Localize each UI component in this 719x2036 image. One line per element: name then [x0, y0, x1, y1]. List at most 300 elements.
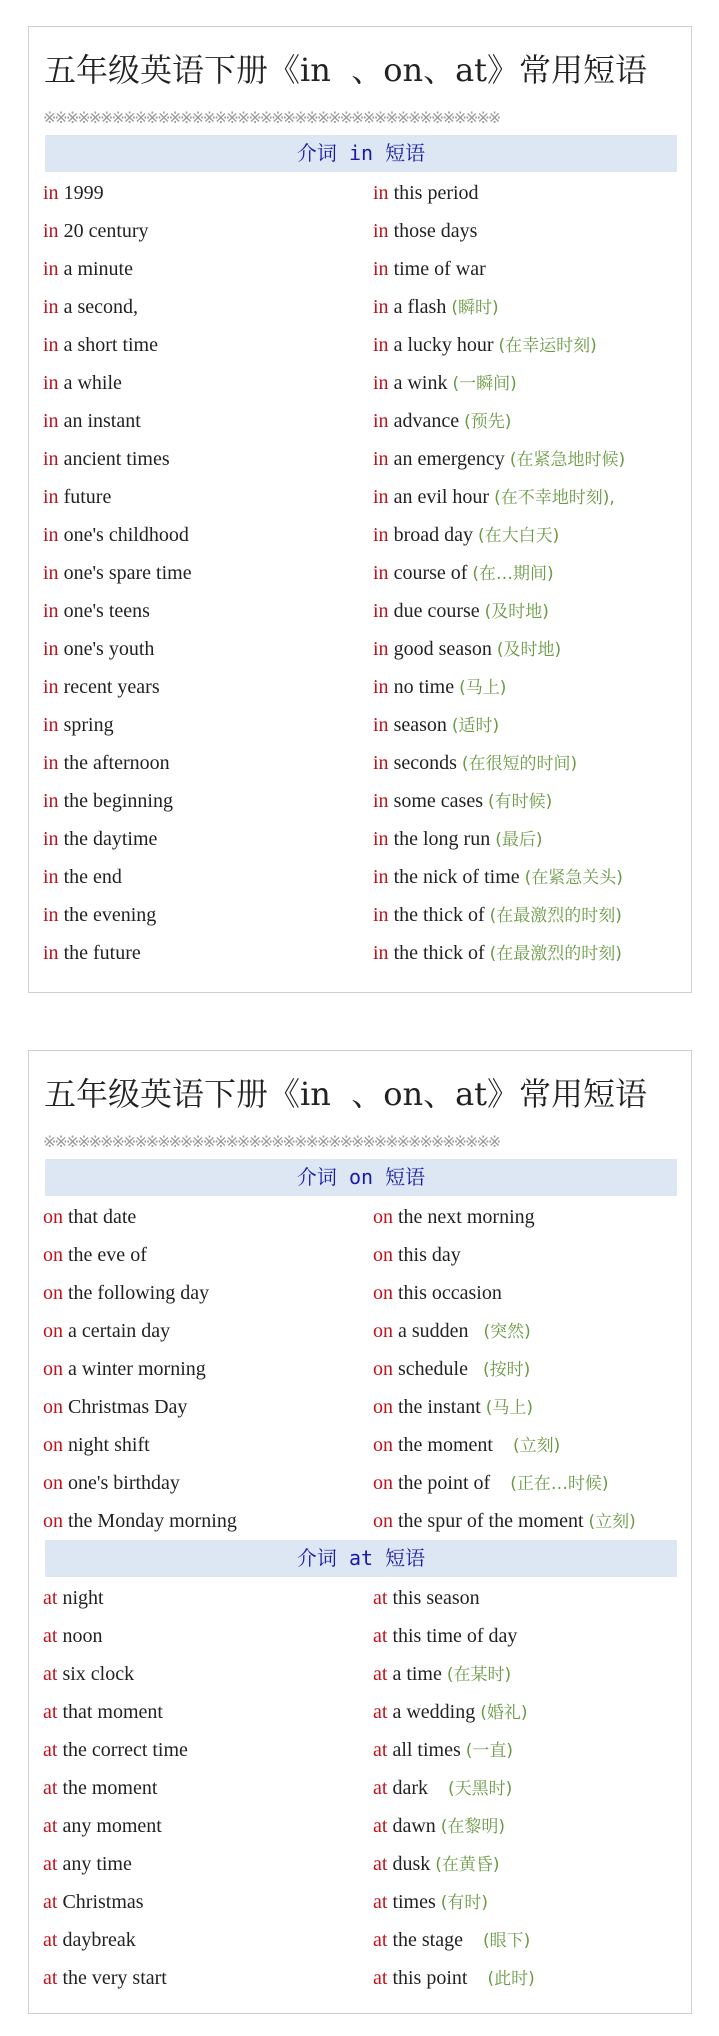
preposition: at — [373, 1663, 388, 1685]
phrase-item — [373, 288, 499, 326]
decorative-divider: ※※※※※※※※※※※※※※※※※※※※※※※※※※※※※※※※※※※※※※※※ — [43, 108, 500, 127]
phrase-text: this day — [393, 1244, 461, 1266]
phrase-text: the beginning — [58, 790, 173, 812]
phrase-item — [43, 326, 158, 364]
phrase-text: times — [387, 1891, 441, 1913]
phrase-text: a lucky hour — [388, 334, 499, 356]
phrase-text: the eve of — [63, 1244, 147, 1266]
chinese-meaning: (按时) — [482, 1360, 531, 1380]
phrase-text: one's youth — [58, 638, 155, 660]
phrase-text: a time — [387, 1663, 447, 1685]
preposition: on — [373, 1510, 393, 1532]
phrase-row — [43, 174, 683, 212]
chinese-meaning: (及时地) — [496, 640, 562, 660]
phrase-item — [43, 212, 149, 250]
chinese-meaning: (马上) — [485, 1398, 534, 1418]
preposition: at — [43, 1587, 58, 1609]
preposition: in — [373, 182, 389, 204]
phrase-text: dusk — [387, 1853, 436, 1875]
phrase-text: an evil hour — [388, 486, 495, 508]
preposition: on — [373, 1282, 393, 1304]
phrase-text: the point of — [393, 1472, 511, 1494]
phrase-row — [43, 554, 683, 592]
preposition: in — [43, 372, 59, 394]
phrase-text: a wink — [388, 372, 453, 394]
phrase-row — [43, 896, 683, 934]
chinese-meaning: (在最激烈的时刻) — [489, 944, 622, 964]
preposition: on — [43, 1396, 63, 1418]
phrase-text: Christmas — [57, 1891, 144, 1913]
phrase-text: the next morning — [393, 1206, 535, 1228]
preposition: at — [43, 1625, 58, 1647]
preposition: in — [373, 638, 389, 660]
phrase-item — [43, 1807, 162, 1845]
chinese-meaning: (在大白天) — [477, 526, 560, 546]
chinese-meaning: (在某时) — [446, 1665, 512, 1685]
preposition: in — [43, 486, 59, 508]
preposition: on — [43, 1244, 63, 1266]
phrase-item — [43, 1655, 134, 1693]
phrase-text: some cases — [388, 790, 488, 812]
preposition: at — [43, 1663, 58, 1685]
preposition: in — [373, 372, 389, 394]
phrase-item — [373, 326, 597, 364]
preposition: at — [373, 1891, 388, 1913]
phrase-row — [43, 744, 683, 782]
phrase-item — [43, 592, 150, 630]
preposition: in — [43, 752, 59, 774]
chinese-meaning: (有时候) — [487, 792, 553, 812]
phrase-row — [43, 1921, 683, 1959]
phrase-item — [43, 1921, 136, 1959]
chinese-meaning: (在幸运时刻) — [498, 336, 597, 356]
preposition: at — [43, 1739, 58, 1761]
phrase-item — [373, 934, 622, 972]
preposition: in — [43, 182, 59, 204]
phrase-item — [373, 1236, 461, 1274]
phrase-text: that moment — [57, 1701, 163, 1723]
preposition: in — [43, 334, 59, 356]
phrase-item — [43, 706, 114, 744]
phrase-item — [43, 364, 122, 402]
phrase-text: the future — [58, 942, 141, 964]
phrase-text: a sudden — [393, 1320, 484, 1342]
phrase-row — [43, 1731, 683, 1769]
preposition: at — [43, 1853, 58, 1875]
phrase-text: time of war — [388, 258, 486, 280]
preposition: in — [373, 258, 389, 280]
phrase-item — [373, 554, 554, 592]
phrase-row — [43, 1769, 683, 1807]
phrase-item — [373, 1579, 480, 1617]
chinese-meaning: (正在…时候) — [510, 1474, 609, 1494]
preposition: at — [373, 1853, 388, 1875]
phrase-item — [373, 706, 499, 744]
phrase-item — [373, 1274, 502, 1312]
chinese-meaning: (立刻) — [588, 1512, 636, 1532]
section-header-in: 介词 in 短语 — [45, 135, 677, 172]
phrase-text: this occasion — [393, 1282, 502, 1304]
phrase-item — [43, 1464, 180, 1502]
phrase-text: no time — [388, 676, 460, 698]
phrase-item — [43, 1769, 157, 1807]
preposition: in — [373, 752, 389, 774]
preposition: in — [43, 410, 59, 432]
phrase-row — [43, 630, 683, 668]
phrase-row — [43, 1198, 683, 1236]
chinese-meaning: (有时) — [440, 1893, 489, 1913]
preposition: in — [43, 676, 59, 698]
phrase-grid-on — [43, 1198, 683, 1540]
phrase-item — [373, 1845, 500, 1883]
phrase-item — [43, 820, 157, 858]
phrase-item — [373, 1883, 488, 1921]
phrase-text: a while — [58, 372, 122, 394]
chinese-meaning: (在…期间) — [472, 564, 554, 584]
phrase-text: dark — [387, 1777, 448, 1799]
phrase-item — [373, 1464, 608, 1502]
phrase-item — [373, 1921, 530, 1959]
phrase-text: the evening — [58, 904, 157, 926]
preposition: at — [43, 1929, 58, 1951]
phrase-item — [373, 592, 549, 630]
phrase-text: a winter morning — [63, 1358, 206, 1380]
phrase-item — [373, 896, 622, 934]
chinese-meaning: (在紧急地时候) — [509, 450, 626, 470]
phrase-item — [43, 250, 133, 288]
phrase-item — [43, 1312, 170, 1350]
phrase-item — [373, 1959, 535, 1997]
preposition: in — [43, 600, 59, 622]
phrase-item — [43, 668, 160, 706]
phrase-text: good season — [388, 638, 497, 660]
phrase-text: a short time — [58, 334, 158, 356]
chinese-meaning: (在黄昏) — [435, 1855, 500, 1875]
preposition: in — [43, 562, 59, 584]
phrase-row — [43, 1236, 683, 1274]
phrase-item — [43, 1388, 187, 1426]
phrase-row — [43, 706, 683, 744]
phrase-text: the very start — [57, 1967, 167, 1989]
page-title: 五年级英语下册《in 、on、at》常用短语 — [44, 1075, 648, 1113]
phrase-item — [43, 402, 141, 440]
phrase-row — [43, 1312, 683, 1350]
preposition: in — [43, 942, 59, 964]
phrase-text: a minute — [58, 258, 133, 280]
phrase-item — [373, 1350, 530, 1388]
preposition: in — [373, 524, 389, 546]
preposition: at — [373, 1587, 388, 1609]
preposition: in — [373, 714, 389, 736]
phrase-text: 1999 — [58, 182, 104, 204]
phrase-text: schedule — [393, 1358, 483, 1380]
phrase-item — [373, 364, 517, 402]
phrase-item — [43, 554, 192, 592]
preposition: in — [373, 942, 389, 964]
section-header-on: 介词 on 短语 — [45, 1159, 677, 1196]
phrase-text: the correct time — [57, 1739, 188, 1761]
chinese-meaning: (一直) — [465, 1741, 514, 1761]
phrase-item — [43, 1731, 188, 1769]
phrase-row — [43, 1845, 683, 1883]
phrase-item — [373, 1807, 505, 1845]
phrase-text: those days — [388, 220, 478, 242]
card-in-phrases — [28, 26, 692, 993]
phrase-text: the afternoon — [58, 752, 170, 774]
phrase-text: the nick of time — [388, 866, 525, 888]
preposition: in — [373, 904, 389, 926]
preposition: at — [373, 1625, 388, 1647]
phrase-item — [43, 1617, 102, 1655]
preposition: on — [43, 1510, 63, 1532]
phrase-item — [373, 478, 615, 516]
phrase-item — [373, 402, 511, 440]
preposition: in — [43, 258, 59, 280]
phrase-text: six clock — [57, 1663, 135, 1685]
preposition: at — [373, 1967, 388, 1989]
phrase-item — [43, 744, 170, 782]
decorative-divider: ※※※※※※※※※※※※※※※※※※※※※※※※※※※※※※※※※※※※※※※※ — [43, 1132, 500, 1151]
preposition: in — [43, 448, 59, 470]
phrase-row — [43, 478, 683, 516]
preposition: on — [43, 1472, 63, 1494]
phrase-item — [43, 1579, 104, 1617]
chinese-meaning: (预先) — [464, 412, 512, 432]
preposition: on — [373, 1396, 393, 1418]
preposition: in — [373, 486, 389, 508]
phrase-item — [43, 288, 138, 326]
phrase-item — [43, 516, 189, 554]
preposition: in — [373, 828, 389, 850]
phrase-text: the following day — [63, 1282, 210, 1304]
phrase-item — [43, 858, 122, 896]
preposition: on — [373, 1472, 393, 1494]
preposition: at — [373, 1777, 388, 1799]
phrase-text: the spur of the moment — [393, 1510, 589, 1532]
chinese-meaning: (在黎明) — [440, 1817, 506, 1837]
phrase-item — [43, 440, 170, 478]
preposition: at — [43, 1891, 58, 1913]
preposition: on — [373, 1358, 393, 1380]
chinese-meaning: (一瞬间) — [452, 374, 517, 394]
phrase-text: this period — [388, 182, 479, 204]
phrase-row — [43, 212, 683, 250]
phrase-text: one's spare time — [58, 562, 192, 584]
phrase-item — [373, 1693, 527, 1731]
chinese-meaning: (婚礼) — [480, 1703, 528, 1723]
preposition: in — [43, 524, 59, 546]
phrase-grid-in — [43, 174, 683, 972]
phrase-item — [373, 174, 479, 212]
phrase-text: daybreak — [57, 1929, 136, 1951]
phrase-text: recent years — [58, 676, 160, 698]
phrase-text: night shift — [63, 1434, 150, 1456]
preposition: at — [373, 1929, 388, 1951]
preposition: in — [43, 904, 59, 926]
phrase-text: course of — [388, 562, 473, 584]
phrase-item — [373, 744, 577, 782]
preposition: in — [43, 638, 59, 660]
phrase-text: future — [58, 486, 112, 508]
phrase-text: 20 century — [58, 220, 149, 242]
preposition: at — [373, 1815, 388, 1837]
phrase-item — [373, 1731, 513, 1769]
phrase-item — [43, 174, 104, 212]
phrase-row — [43, 1579, 683, 1617]
preposition: on — [43, 1206, 63, 1228]
phrase-text: spring — [58, 714, 114, 736]
preposition: in — [43, 220, 59, 242]
preposition: in — [373, 790, 389, 812]
preposition: in — [373, 296, 389, 318]
preposition: in — [373, 676, 389, 698]
phrase-text: dawn — [387, 1815, 441, 1837]
phrase-item — [43, 1426, 150, 1464]
phrase-text: an emergency — [388, 448, 510, 470]
phrase-item — [373, 1617, 517, 1655]
phrase-item — [373, 630, 561, 668]
preposition: at — [43, 1967, 58, 1989]
chinese-meaning: (及时地) — [484, 602, 549, 622]
phrase-text: this time of day — [387, 1625, 518, 1647]
phrase-row — [43, 668, 683, 706]
phrase-row — [43, 858, 683, 896]
phrase-item — [373, 212, 477, 250]
preposition: in — [43, 714, 59, 736]
preposition: on — [43, 1358, 63, 1380]
preposition: on — [373, 1244, 393, 1266]
phrase-row — [43, 1693, 683, 1731]
phrase-row — [43, 440, 683, 478]
phrase-text: that date — [63, 1206, 137, 1228]
phrase-text: a second, — [58, 296, 138, 318]
phrase-grid-at — [43, 1579, 683, 1997]
preposition: at — [43, 1701, 58, 1723]
phrase-item — [43, 1693, 163, 1731]
preposition: on — [43, 1320, 63, 1342]
phrase-text: the end — [58, 866, 122, 888]
preposition: in — [373, 220, 389, 242]
phrase-text: any moment — [57, 1815, 162, 1837]
phrase-row — [43, 1426, 683, 1464]
phrase-item — [43, 1883, 144, 1921]
phrase-item — [43, 1350, 206, 1388]
phrase-text: due course — [388, 600, 485, 622]
phrase-text: season — [388, 714, 452, 736]
chinese-meaning: (突然) — [483, 1322, 531, 1342]
phrase-text: any time — [57, 1853, 132, 1875]
preposition: on — [373, 1320, 393, 1342]
phrase-item — [373, 782, 552, 820]
phrase-text: advance — [388, 410, 465, 432]
phrase-row — [43, 1959, 683, 1997]
phrase-item — [43, 782, 173, 820]
phrase-row — [43, 1655, 683, 1693]
phrase-item — [373, 668, 506, 706]
phrase-item — [373, 1655, 511, 1693]
phrase-text: ancient times — [58, 448, 170, 470]
phrase-row — [43, 1274, 683, 1312]
phrase-row — [43, 364, 683, 402]
phrase-row — [43, 1388, 683, 1426]
preposition: at — [373, 1739, 388, 1761]
phrase-text: the Monday morning — [63, 1510, 237, 1532]
phrase-text: one's teens — [58, 600, 150, 622]
preposition: in — [43, 828, 59, 850]
phrase-item — [373, 250, 486, 288]
chinese-meaning: (适时) — [451, 716, 500, 736]
preposition: in — [43, 790, 59, 812]
section-header-at: 介词 at 短语 — [45, 1540, 677, 1577]
phrase-text: the moment — [393, 1434, 513, 1456]
phrase-text: an instant — [58, 410, 141, 432]
phrase-text: Christmas Day — [63, 1396, 188, 1418]
phrase-text: seconds — [388, 752, 462, 774]
preposition: in — [373, 410, 389, 432]
phrase-row — [43, 1502, 683, 1540]
chinese-meaning: (在不幸地时刻), — [494, 488, 615, 508]
phrase-text: the thick of — [388, 942, 490, 964]
phrase-item — [43, 896, 156, 934]
phrase-text: a flash — [388, 296, 452, 318]
preposition: at — [373, 1701, 388, 1723]
phrase-item — [43, 1502, 237, 1540]
preposition: at — [43, 1777, 58, 1799]
page-title: 五年级英语下册《in 、on、at》常用短语 — [44, 51, 648, 89]
phrase-text: one's birthday — [63, 1472, 180, 1494]
card-on-at-phrases — [28, 1050, 692, 2014]
phrase-item — [43, 478, 111, 516]
chinese-meaning: (马上) — [459, 678, 507, 698]
phrase-item — [373, 1769, 512, 1807]
phrase-item — [373, 858, 623, 896]
phrase-item — [373, 1426, 560, 1464]
phrase-item — [373, 440, 625, 478]
phrase-row — [43, 1350, 683, 1388]
phrase-text: the moment — [57, 1777, 158, 1799]
phrase-text: the instant — [393, 1396, 486, 1418]
phrase-text: the stage — [387, 1929, 483, 1951]
phrase-row — [43, 1807, 683, 1845]
chinese-meaning: (在很短的时间) — [461, 754, 578, 774]
phrase-text: broad day — [388, 524, 478, 546]
phrase-row — [43, 782, 683, 820]
chinese-meaning: (此时) — [487, 1969, 535, 1989]
phrase-row — [43, 1464, 683, 1502]
phrase-text: this point — [387, 1967, 488, 1989]
phrase-text: a wedding — [387, 1701, 481, 1723]
preposition: in — [43, 866, 59, 888]
phrase-row — [43, 934, 683, 972]
phrase-row — [43, 1617, 683, 1655]
phrase-row — [43, 402, 683, 440]
phrase-item — [373, 1312, 531, 1350]
preposition: in — [373, 866, 389, 888]
phrase-row — [43, 288, 683, 326]
phrase-row — [43, 820, 683, 858]
preposition: in — [373, 562, 389, 584]
chinese-meaning: (瞬时) — [451, 298, 499, 318]
phrase-text: the daytime — [58, 828, 158, 850]
chinese-meaning: (最后) — [495, 830, 543, 850]
phrase-item — [43, 934, 141, 972]
phrase-text: night — [57, 1587, 104, 1609]
phrase-item — [373, 1502, 636, 1540]
phrase-text: all times — [387, 1739, 466, 1761]
phrase-text: the thick of — [388, 904, 490, 926]
chinese-meaning: (眼下) — [482, 1931, 531, 1951]
phrase-item — [43, 1959, 167, 1997]
